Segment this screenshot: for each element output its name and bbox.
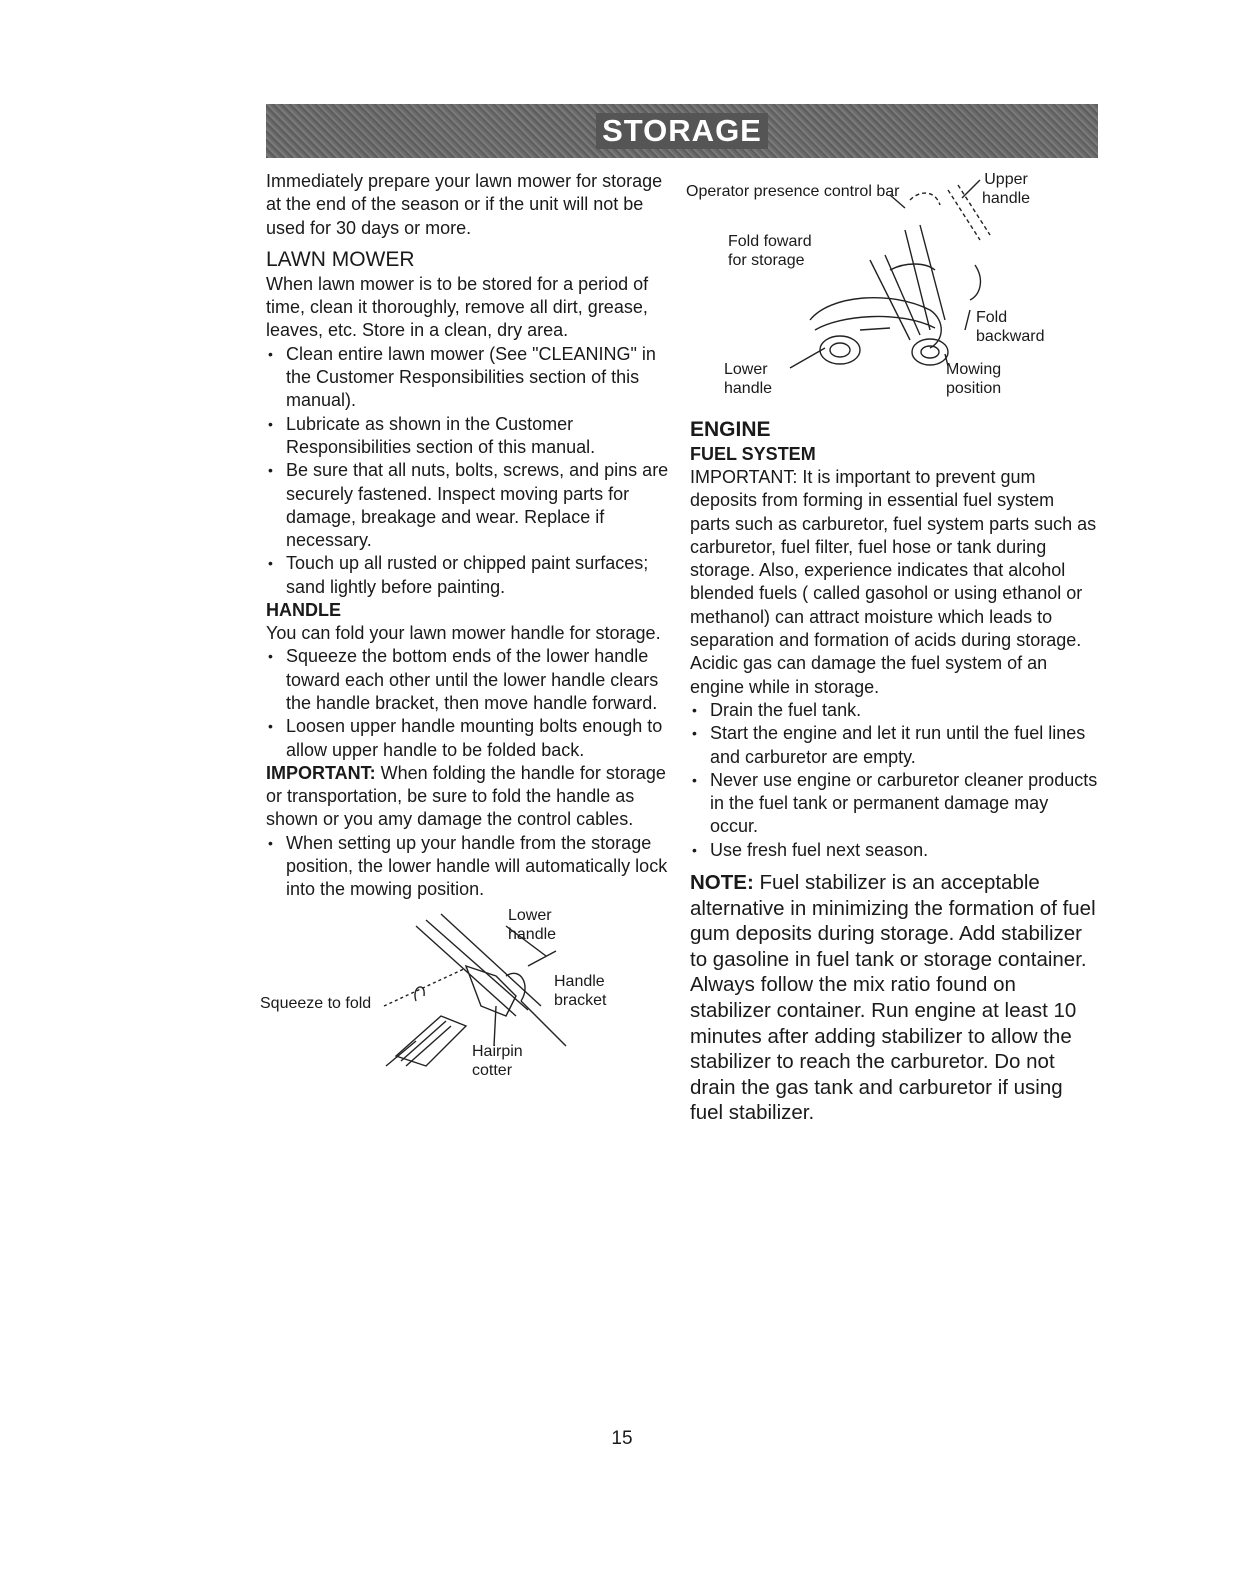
- fold-forward-text: Fold foward: [728, 233, 812, 250]
- right-column: [686, 170, 1098, 1126]
- label-hairpin-cotter: [472, 1042, 523, 1080]
- label-squeeze-to-fold: Squeeze to fold: [260, 994, 372, 1012]
- lawn-mower-list: [266, 343, 681, 599]
- handle-heading: HANDLE: [266, 600, 341, 621]
- label-upper-handle: [982, 170, 1030, 208]
- list-item: • Touch up all rusted or chipped paint surfaces; sand lightly before painting.: [266, 552, 681, 599]
- handle-list: [266, 645, 681, 761]
- position-text: position: [946, 380, 1002, 397]
- label-mowing-position: [946, 360, 1001, 398]
- lawn-mower-text: When lawn mower is to be stored for a period of time, clean it thoroughly, remove all dirt, grease, leaves, etc. Store in a clean, dry area.: [266, 273, 649, 341]
- fuel-important: [690, 466, 1098, 699]
- engine-heading: ENGINE: [690, 418, 771, 441]
- for-storage-text: for storage: [728, 252, 805, 269]
- important-text: It is important to prevent gum deposits from forming in essential fuel system parts such as carburetor, fuel system parts such as carburetor, fuel filter, fuel hose or tank during storage. Also, experience indicates that alcohol blended fuels ( called gasohol or using ethanol or methanol) can attract moisture which leads to separation and formation of acids during storage. Acidic gas can damage the fuel system of an engine while in storage.: [690, 467, 1097, 697]
- lower-text: Lower: [724, 361, 768, 378]
- handle-text: You can fold your lawn mower handle for storage.: [266, 623, 661, 644]
- handle-text: Handle: [554, 972, 605, 990]
- important-text: When folding the handle for storage or transportation, be sure to fold the handle as shown or you amy damage the control cables.: [266, 762, 666, 830]
- backward-text: backward: [976, 328, 1045, 345]
- cotter-text: cotter: [472, 1061, 513, 1079]
- handle-text-label: handle: [508, 925, 557, 943]
- note-text: Fuel stabilizer is an acceptable alternative in minimizing the formation of fuel gum deposits during storage. Add stabilizer to gasoline in fuel tank or storage container. Always follow the mix ratio found on stabilizer container. Run engine at least 10 minutes after adding stabilizer to allow the stabilizer to reach the carburetor. Do not drain the gas tank and carburetor if using fuel stabilizer.: [690, 871, 1096, 1125]
- fold-text: Fold: [976, 309, 1008, 326]
- upper-text: Upper: [984, 171, 1028, 188]
- mower-fold-diagram: [686, 170, 1098, 406]
- left-column: [260, 170, 681, 1086]
- list-item: • Clean entire lawn mower (See "CLEANING" in the Customer Responsibilities section of this manual).: [266, 343, 681, 413]
- list-item: • Loosen upper handle mounting bolts enough to allow upper handle to be folded back.: [266, 715, 681, 762]
- lawn-mower-heading: LAWN MOWER: [266, 247, 415, 271]
- list-item: • Never use engine or carburetor cleaner products in the fuel tank or permanent damage may occur.: [690, 769, 1098, 839]
- handle-list-2: [266, 832, 681, 902]
- hairpin-text: Hairpin: [472, 1042, 523, 1060]
- handle-important: [266, 762, 681, 832]
- important-label: IMPORTANT:: [266, 762, 376, 783]
- fuel-system-heading: FUEL SYSTEM: [690, 444, 816, 464]
- list-item: • When setting up your handle from the storage position, the lower handle will automatically lock into the mowing position.: [266, 832, 681, 902]
- banner-title: STORAGE: [596, 113, 768, 149]
- label-lower-handle: [724, 360, 772, 398]
- page-number: 15: [611, 1428, 633, 1449]
- label-lower-handle: [508, 906, 556, 944]
- list-item: • Drain the fuel tank.: [690, 699, 1098, 722]
- label-handle-bracket: [554, 972, 606, 1010]
- intro-paragraph: Immediately prepare your lawn mower for storage at the end of the season or if the unit will not be used for 30 days or more.: [266, 171, 663, 238]
- label-operator-bar: Operator presence control bar: [686, 183, 900, 200]
- list-item: • Squeeze the bottom ends of the lower handle toward each other until the lower handle clears the handle bracket, then move handle forward.: [266, 645, 681, 715]
- list-item: • Be sure that all nuts, bolts, screws, and pins are securely fastened. Inspect moving parts for damage, breakage and wear. Replace if necessary.: [266, 459, 681, 552]
- section-banner: [266, 104, 1098, 158]
- upper-handle-text: handle: [982, 190, 1031, 207]
- important-label: IMPORTANT:: [690, 467, 798, 487]
- list-item: • Use fresh fuel next season.: [690, 839, 1098, 862]
- fuel-note: [690, 870, 1098, 1126]
- mowing-text: Mowing: [946, 361, 1002, 378]
- label-fold-backward: [976, 308, 1044, 346]
- label-fold-forward: [728, 232, 812, 270]
- lower-handle-text: handle: [724, 380, 773, 397]
- list-item: • Lubricate as shown in the Customer Responsibilities section of this manual.: [266, 413, 681, 460]
- bracket-text: bracket: [554, 991, 607, 1009]
- handle-fold-diagram: [260, 906, 681, 1086]
- fuel-list: [690, 699, 1098, 862]
- list-item: • Start the engine and let it run until the fuel lines and carburetor are empty.: [690, 722, 1098, 769]
- lower-text: Lower: [508, 906, 552, 924]
- note-label: NOTE:: [690, 871, 754, 895]
